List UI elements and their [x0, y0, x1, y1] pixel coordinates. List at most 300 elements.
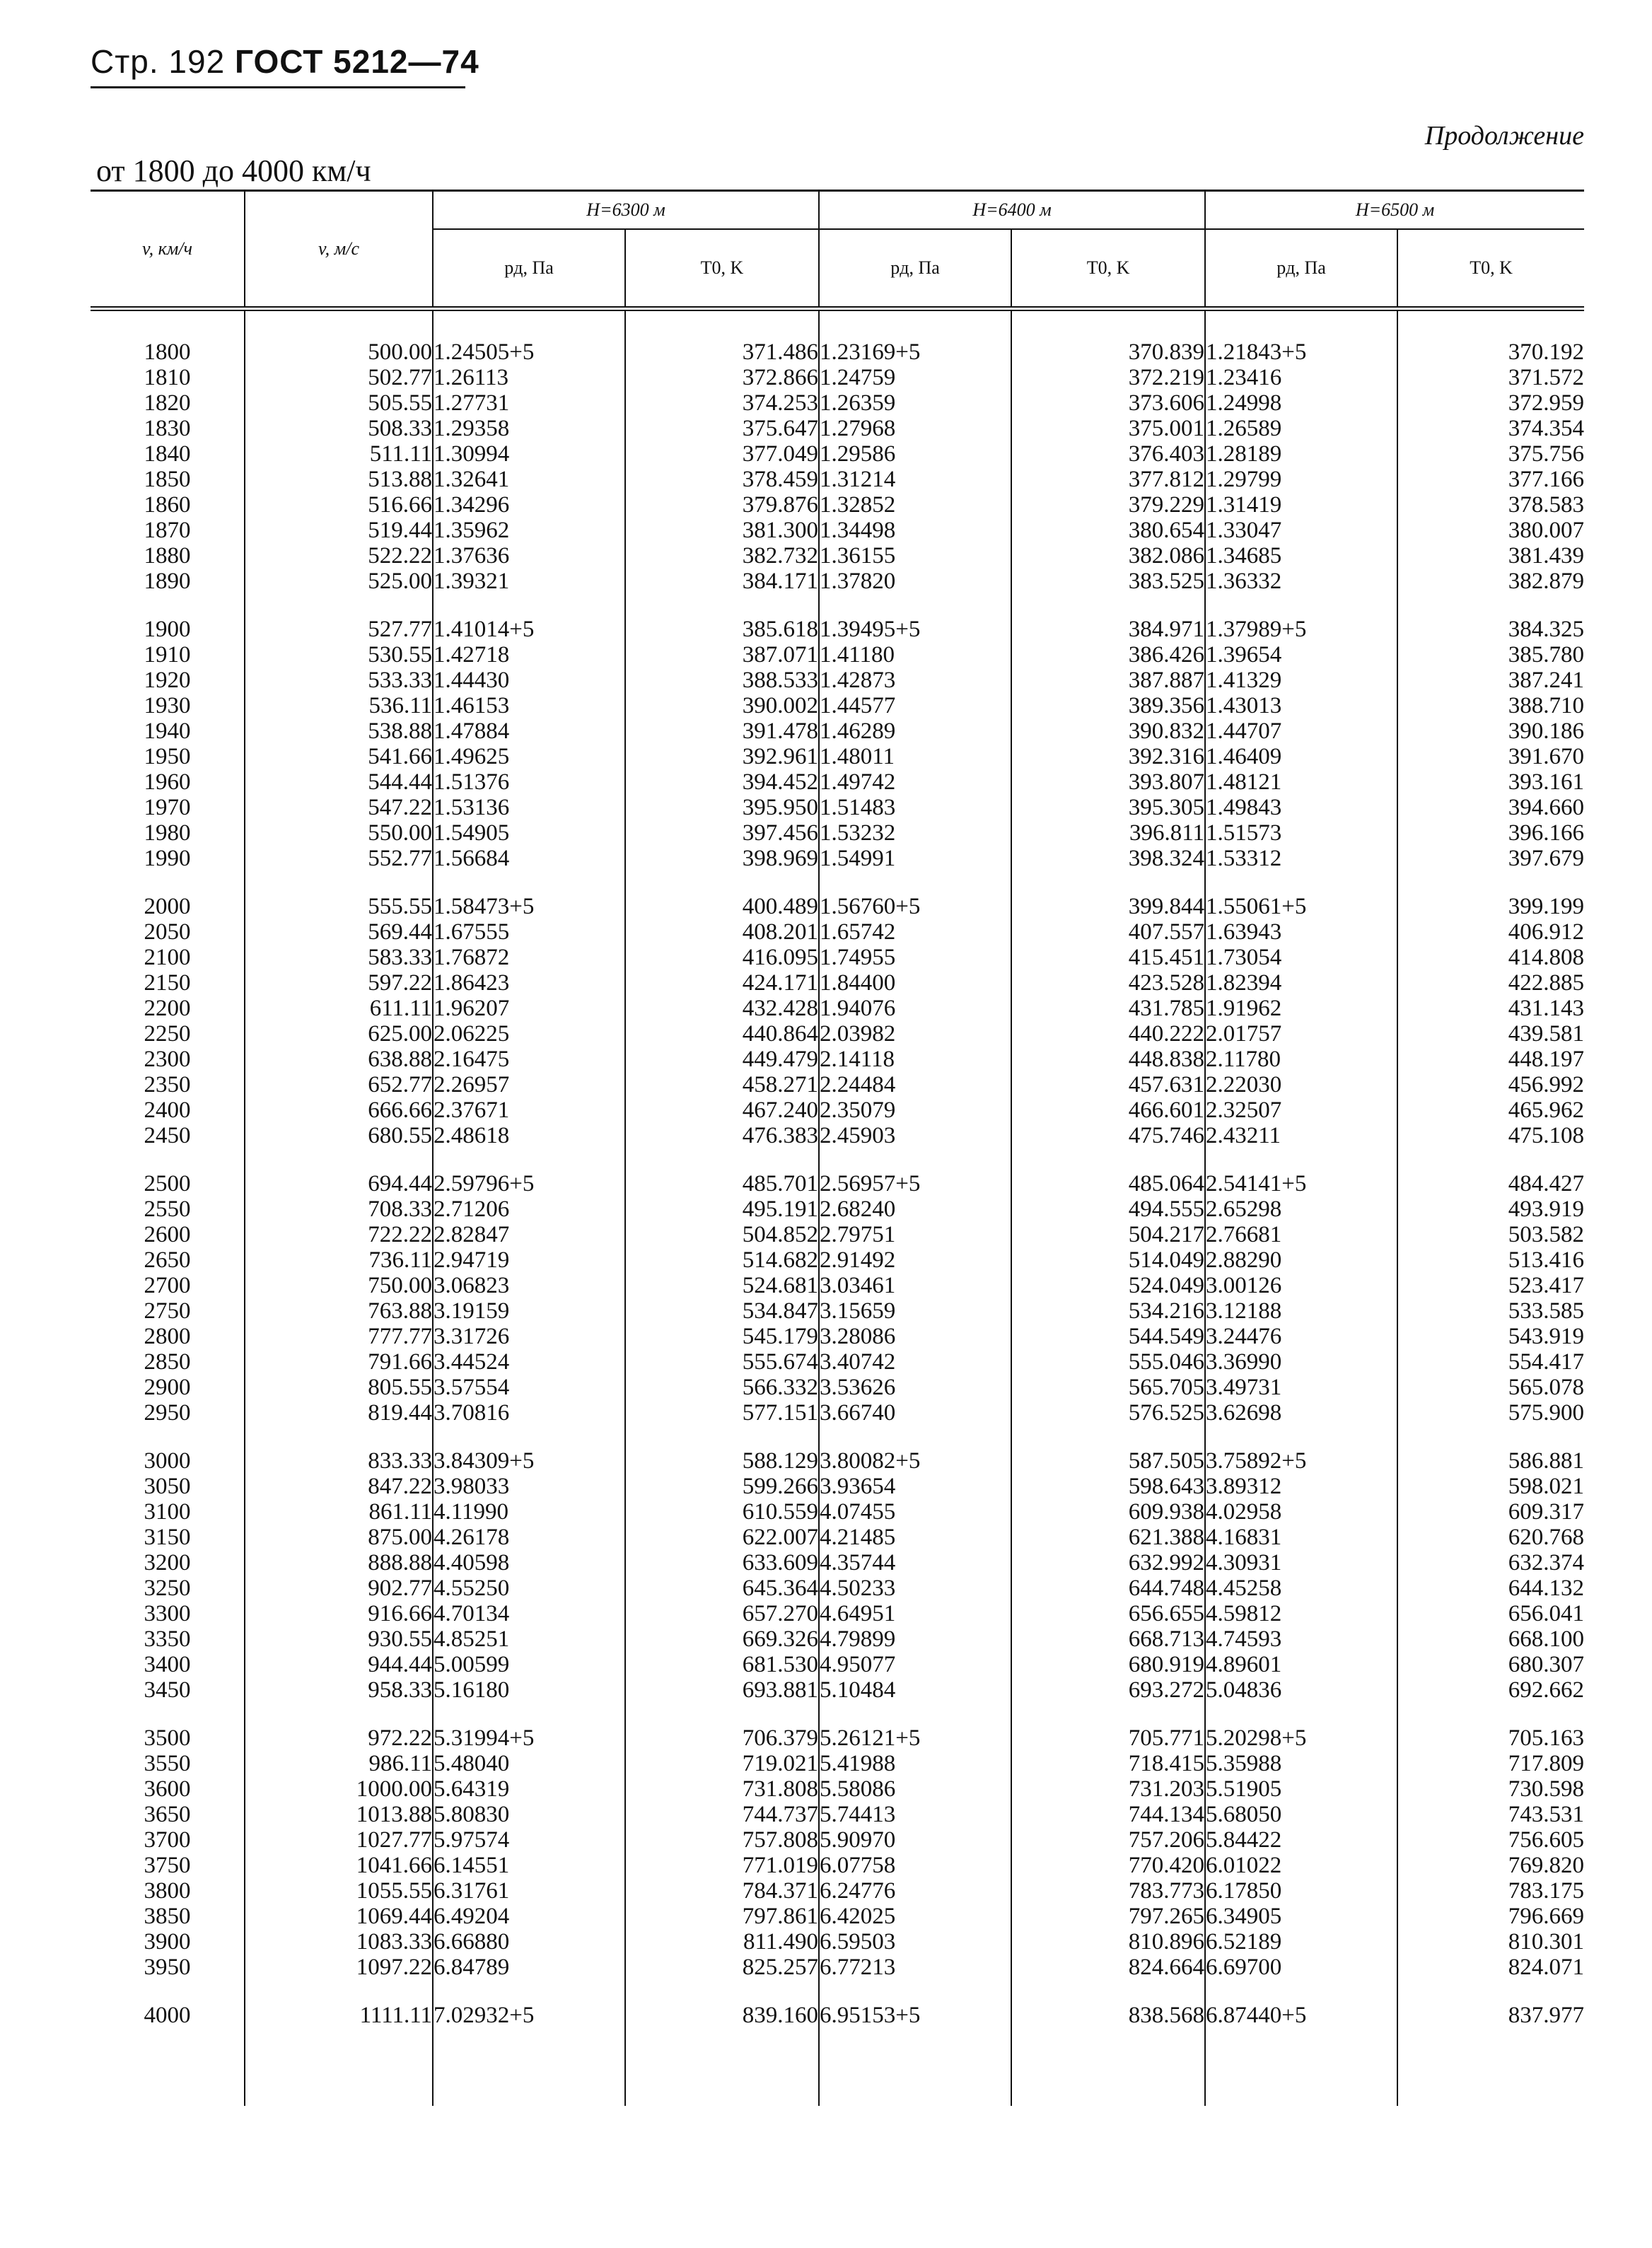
- cell-v-ms: 538.88: [368, 718, 432, 744]
- cell-pd-6400: 1.54991: [820, 846, 896, 871]
- cell-t0-6300: 385.618: [742, 617, 819, 642]
- cell-t0-6400: 504.217: [1128, 1222, 1205, 1247]
- cell-t0-6500: 414.808: [1508, 945, 1585, 970]
- cell-v-ms: 547.22: [368, 795, 432, 820]
- cell-pd-6500: 2.11780: [1206, 1047, 1281, 1072]
- cell-v-kmh: 1950: [144, 744, 191, 769]
- cell-pd-6500: 1.28189: [1206, 441, 1282, 467]
- cell-pd-6300: 6.31761: [434, 1878, 510, 1904]
- cell-pd-6300: 2.59796+5: [434, 1171, 535, 1196]
- cell-pd-6500: 1.24998: [1206, 390, 1282, 416]
- cell-v-kmh: 1940: [144, 718, 191, 744]
- cell-pd-6300: 4.26178: [434, 1525, 510, 1550]
- cell-pd-6400: 4.95077: [820, 1652, 896, 1677]
- col-header-t0: T0, K: [1397, 229, 1584, 309]
- cell-pd-6300: 2.94719: [434, 1247, 510, 1273]
- cell-t0-6400: 621.388: [1128, 1525, 1205, 1550]
- cell-t0-6300: 610.559: [742, 1499, 819, 1525]
- cell-pd-6300: 1.76872: [434, 945, 510, 970]
- cell-t0-6500: 493.919: [1508, 1196, 1585, 1222]
- cell-v-ms: 875.00: [368, 1525, 432, 1550]
- cell-pd-6300-column: [433, 1426, 625, 1703]
- cell-t0-6300: 811.490: [743, 1929, 819, 1955]
- cell-pd-6400: 3.15659: [820, 1298, 896, 1324]
- cell-pd-6500: 1.33047: [1206, 518, 1282, 543]
- cell-pd-6400: 5.90970: [820, 1827, 896, 1853]
- cell-v-ms: 1055.55: [356, 1878, 432, 1904]
- col-header-h6500: H=6500 м: [1205, 191, 1584, 230]
- cell-t0-6400: 744.134: [1128, 1802, 1205, 1827]
- cell-t0-6400: 534.216: [1128, 1298, 1205, 1324]
- cell-v-ms: 944.44: [368, 1652, 432, 1677]
- cell-pd-6500: 1.91962: [1206, 996, 1282, 1021]
- cell-t0-6500-column: [1397, 1980, 1584, 2106]
- cell-v-kmh: 4000: [144, 2003, 191, 2028]
- cell-t0-6400: 475.746: [1128, 1123, 1205, 1148]
- cell-t0-6300: 657.270: [742, 1601, 819, 1626]
- cell-v-ms: 522.22: [368, 543, 432, 569]
- table-row-group: [91, 1703, 1584, 1980]
- cell-pd-6500-column: [1205, 309, 1397, 595]
- cell-pd-6300: 4.55250: [434, 1576, 510, 1601]
- cell-v-kmh: 2000: [144, 894, 191, 919]
- cell-pd-6400: 6.59503: [820, 1929, 896, 1955]
- cell-v-ms: 500.00: [368, 339, 432, 365]
- col-header-t0: T0, K: [625, 229, 819, 309]
- cell-t0-6400: 384.971: [1128, 617, 1205, 642]
- cell-t0-6400-column: [1011, 1703, 1205, 1980]
- cell-v-ms: 1027.77: [356, 1827, 432, 1853]
- cell-v-kmh: 1890: [144, 569, 191, 594]
- cell-t0-6500: 378.583: [1508, 492, 1585, 518]
- cell-pd-6500: 5.84422: [1206, 1827, 1282, 1853]
- cell-pd-6500: 1.55061+5: [1206, 894, 1307, 919]
- cell-pd-6400: 4.21485: [820, 1525, 896, 1550]
- cell-v-kmh: 3150: [144, 1525, 191, 1550]
- cell-v-kmh: 3600: [144, 1776, 191, 1802]
- continuation-label: Продолжение: [1424, 121, 1584, 151]
- cell-pd-6400: 2.45903: [820, 1123, 896, 1148]
- cell-pd-6500: 1.26589: [1206, 416, 1282, 441]
- cell-t0-6300: 400.489: [742, 894, 819, 919]
- cell-t0-6500: 503.582: [1508, 1222, 1585, 1247]
- cell-t0-6500: 382.879: [1508, 569, 1585, 594]
- cell-v-kmh: 3400: [144, 1652, 191, 1677]
- table-header: [91, 191, 1584, 309]
- cell-t0-6300-column: [625, 1703, 819, 1980]
- cell-t0-6300: 382.732: [742, 543, 819, 569]
- cell-pd-6400: 2.03982: [820, 1021, 896, 1047]
- cell-v-ms: 597.22: [368, 970, 432, 996]
- cell-pd-6500: 3.62698: [1206, 1400, 1282, 1426]
- cell-pd-6300: 2.06225: [434, 1021, 510, 1047]
- cell-v-kmh: 3550: [144, 1751, 191, 1776]
- cell-t0-6500: 533.585: [1508, 1298, 1585, 1324]
- cell-pd-6400: 3.40742: [820, 1349, 896, 1375]
- cell-pd-6300: 1.44430: [434, 668, 510, 693]
- cell-pd-6300: 2.71206: [434, 1196, 510, 1222]
- cell-pd-6400: 6.24776: [820, 1878, 896, 1904]
- cell-t0-6500: 620.768: [1508, 1525, 1585, 1550]
- cell-t0-6400: 668.713: [1128, 1626, 1205, 1652]
- cell-v-kmh: 2200: [144, 996, 191, 1021]
- cell-v-ms: 1013.88: [356, 1802, 432, 1827]
- cell-t0-6400: 380.654: [1128, 518, 1205, 543]
- cell-pd-6500: 2.65298: [1206, 1196, 1282, 1222]
- cell-t0-6500: 598.021: [1508, 1474, 1585, 1499]
- cell-v-kmh: 1860: [144, 492, 191, 518]
- cell-t0-6300: 398.969: [742, 846, 819, 871]
- cell-t0-6500: 406.912: [1508, 919, 1585, 945]
- cell-v-kmh: 2100: [144, 945, 191, 970]
- cell-t0-6300: 372.866: [742, 365, 819, 390]
- table-row-group: [91, 1148, 1584, 1426]
- cell-pd-6300: 1.58473+5: [434, 894, 535, 919]
- cell-t0-6400: 609.938: [1128, 1499, 1205, 1525]
- cell-t0-6300: 395.950: [742, 795, 819, 820]
- cell-t0-6300: 371.486: [742, 339, 819, 365]
- cell-v-kmh-column: [91, 1703, 245, 1980]
- cell-v-kmh: 3350: [144, 1626, 191, 1652]
- cell-pd-6500: 2.01757: [1206, 1021, 1282, 1047]
- cell-t0-6400: 644.748: [1128, 1576, 1205, 1601]
- cell-t0-6500: 656.041: [1508, 1601, 1585, 1626]
- cell-t0-6500-column: [1397, 871, 1584, 1148]
- cell-v-kmh-column: [91, 309, 245, 595]
- cell-pd-6400: 6.95153+5: [820, 2003, 921, 2028]
- cell-t0-6500: 565.078: [1508, 1375, 1585, 1400]
- cell-v-kmh: 3650: [144, 1802, 191, 1827]
- cell-v-ms: 1069.44: [356, 1904, 432, 1929]
- cell-pd-6500-column: [1205, 594, 1397, 871]
- cell-t0-6500: 465.962: [1508, 1097, 1585, 1123]
- cell-t0-6400: 731.203: [1128, 1776, 1205, 1802]
- cell-t0-6500: 422.885: [1508, 970, 1585, 996]
- cell-t0-6400: 810.896: [1128, 1929, 1205, 1955]
- cell-pd-6400: 6.42025: [820, 1904, 896, 1929]
- cell-v-ms-column: [245, 1426, 433, 1703]
- cell-t0-6500-column: [1397, 309, 1584, 595]
- cell-t0-6300: 504.852: [742, 1222, 819, 1247]
- cell-t0-6500: 692.662: [1508, 1677, 1585, 1703]
- cell-pd-6400: 5.10484: [820, 1677, 896, 1703]
- cell-pd-6400: 1.36155: [820, 543, 896, 569]
- cell-t0-6400: 395.305: [1128, 795, 1205, 820]
- cell-pd-6500: 2.88290: [1206, 1247, 1282, 1273]
- cell-v-kmh: 1960: [144, 769, 191, 795]
- cell-t0-6500: 370.192: [1508, 339, 1585, 365]
- cell-pd-6500: 4.02958: [1206, 1499, 1282, 1525]
- cell-t0-6400: 656.655: [1128, 1601, 1205, 1626]
- cell-v-ms: 847.22: [368, 1474, 432, 1499]
- cell-t0-6300: 495.191: [742, 1196, 819, 1222]
- cell-t0-6400: 485.064: [1128, 1171, 1205, 1196]
- cell-pd-6400: 4.79899: [820, 1626, 896, 1652]
- cell-pd-6300: 1.47884: [434, 718, 510, 744]
- cell-v-kmh: 3800: [144, 1878, 191, 1904]
- cell-t0-6500: 484.427: [1508, 1171, 1585, 1196]
- cell-pd-6400: 1.34498: [820, 518, 896, 543]
- cell-pd-6500: 1.34685: [1206, 543, 1282, 569]
- cell-t0-6500: 796.669: [1508, 1904, 1585, 1929]
- cell-pd-6500: 1.29799: [1206, 467, 1282, 492]
- cell-t0-6500: 730.598: [1508, 1776, 1585, 1802]
- cell-pd-6300: 6.66880: [434, 1929, 510, 1955]
- cell-v-ms: 722.22: [368, 1222, 432, 1247]
- cell-t0-6300: 390.002: [742, 693, 819, 718]
- cell-v-ms: 519.44: [368, 518, 432, 543]
- cell-pd-6500: 5.51905: [1206, 1776, 1282, 1802]
- cell-pd-6500: 6.87440+5: [1206, 2003, 1307, 2028]
- cell-pd-6300: 1.24505+5: [434, 339, 535, 365]
- cell-v-ms: 986.11: [368, 1751, 432, 1776]
- cell-t0-6300: 397.456: [742, 820, 819, 846]
- cell-v-ms: 533.33: [368, 668, 432, 693]
- cell-pd-6300: 2.82847: [434, 1222, 510, 1247]
- cell-v-kmh: 2400: [144, 1097, 191, 1123]
- cell-v-ms: 666.66: [368, 1097, 432, 1123]
- cell-v-ms: 958.33: [368, 1677, 432, 1703]
- cell-v-ms: 508.33: [368, 416, 432, 441]
- cell-pd-6300: 1.42718: [434, 642, 510, 668]
- page-header: [91, 42, 479, 81]
- cell-t0-6400: 797.265: [1128, 1904, 1205, 1929]
- cell-pd-6300: 1.35962: [434, 518, 510, 543]
- col-header-pd: pд, Па: [1205, 229, 1397, 309]
- cell-t0-6300: 681.530: [742, 1652, 819, 1677]
- cell-pd-6400: 4.07455: [820, 1499, 896, 1525]
- cell-t0-6400: 379.229: [1128, 492, 1205, 518]
- cell-t0-6300: 408.201: [742, 919, 819, 945]
- cell-pd-6400: 1.29586: [820, 441, 896, 467]
- cell-pd-6400-column: [819, 309, 1011, 595]
- cell-pd-6400: 4.35744: [820, 1550, 896, 1576]
- cell-t0-6500: 372.959: [1508, 390, 1585, 416]
- cell-pd-6500: 1.51573: [1206, 820, 1282, 846]
- cell-t0-6400-column: [1011, 1148, 1205, 1426]
- table-row-group: [91, 1426, 1584, 1703]
- cell-t0-6300: 458.271: [742, 1072, 819, 1097]
- cell-pd-6500: 4.74593: [1206, 1626, 1282, 1652]
- cell-t0-6500: 475.108: [1508, 1123, 1585, 1148]
- cell-pd-6300: 2.16475: [434, 1047, 510, 1072]
- cell-pd-6500: 5.35988: [1206, 1751, 1282, 1776]
- cell-t0-6400: 494.555: [1128, 1196, 1205, 1222]
- cell-t0-6300: 378.459: [742, 467, 819, 492]
- cell-v-ms: 750.00: [368, 1273, 432, 1298]
- cell-pd-6400: 1.41180: [820, 642, 895, 668]
- cell-pd-6400: 1.27968: [820, 416, 896, 441]
- cell-t0-6400: 440.222: [1128, 1021, 1205, 1047]
- cell-v-kmh: 2650: [144, 1247, 191, 1273]
- cell-t0-6400: 396.811: [1129, 820, 1205, 846]
- cell-v-kmh: 1810: [144, 365, 191, 390]
- cell-t0-6400: 757.206: [1128, 1827, 1205, 1853]
- cell-pd-6500: 6.52189: [1206, 1929, 1282, 1955]
- cell-v-ms: 541.66: [368, 744, 432, 769]
- cell-pd-6500-column: [1205, 1426, 1397, 1703]
- cell-v-kmh: 1870: [144, 518, 191, 543]
- cell-v-kmh: 1910: [144, 642, 191, 668]
- cell-t0-6400: 372.219: [1128, 365, 1205, 390]
- cell-t0-6500: 381.439: [1508, 543, 1585, 569]
- cell-pd-6400: 4.50233: [820, 1576, 896, 1601]
- cell-pd-6500: 5.20298+5: [1206, 1725, 1307, 1751]
- cell-pd-6500: 4.30931: [1206, 1550, 1282, 1576]
- cell-t0-6300: 825.257: [742, 1955, 819, 1980]
- cell-t0-6300: 706.379: [742, 1725, 819, 1751]
- cell-t0-6300: 379.876: [742, 492, 819, 518]
- cell-v-ms: 583.33: [368, 945, 432, 970]
- cell-pd-6500: 1.37989+5: [1206, 617, 1307, 642]
- cell-pd-6300-column: [433, 594, 625, 871]
- cell-t0-6500: 375.756: [1508, 441, 1585, 467]
- cell-t0-6400: 399.844: [1128, 894, 1205, 919]
- cell-t0-6300: 476.383: [742, 1123, 819, 1148]
- cell-v-kmh: 2850: [144, 1349, 191, 1375]
- cell-t0-6300: 599.266: [742, 1474, 819, 1499]
- cell-t0-6400: 376.403: [1128, 441, 1205, 467]
- cell-v-kmh: 2250: [144, 1021, 191, 1047]
- cell-t0-6400: 375.001: [1128, 416, 1205, 441]
- cell-v-kmh: 2350: [144, 1072, 191, 1097]
- cell-v-kmh: 1930: [144, 693, 191, 718]
- cell-t0-6300: 416.095: [742, 945, 819, 970]
- cell-pd-6500: 1.63943: [1206, 919, 1282, 945]
- cell-t0-6500: 543.919: [1508, 1324, 1585, 1349]
- cell-pd-6500: 1.31419: [1206, 492, 1282, 518]
- cell-pd-6400: 5.41988: [820, 1751, 896, 1776]
- cell-pd-6400: 1.53232: [820, 820, 896, 846]
- cell-pd-6400: 1.49742: [820, 769, 896, 795]
- cell-v-kmh: 3950: [144, 1955, 191, 1980]
- cell-t0-6500: 824.071: [1508, 1955, 1585, 1980]
- cell-v-ms: 530.55: [368, 642, 432, 668]
- cell-v-kmh: 2900: [144, 1375, 191, 1400]
- col-header-v-kmh: v, км/ч: [91, 191, 245, 309]
- cell-pd-6300: 3.57554: [434, 1375, 510, 1400]
- cell-pd-6500-column: [1205, 1980, 1397, 2106]
- cell-pd-6400: 3.03461: [820, 1273, 896, 1298]
- cell-v-ms: 972.22: [368, 1725, 432, 1751]
- cell-pd-6300: 1.86423: [434, 970, 510, 996]
- cell-t0-6500: 439.581: [1508, 1021, 1585, 1047]
- cell-t0-6300: 432.428: [742, 996, 819, 1021]
- cell-t0-6500: 783.175: [1508, 1878, 1585, 1904]
- cell-t0-6500: 523.417: [1508, 1273, 1585, 1298]
- cell-pd-6500: 1.49843: [1206, 795, 1282, 820]
- cell-pd-6300: 4.11990: [434, 1499, 509, 1525]
- cell-t0-6500: 385.780: [1508, 642, 1585, 668]
- cell-t0-6400: 598.643: [1128, 1474, 1205, 1499]
- cell-v-ms-column: [245, 594, 433, 871]
- cell-v-kmh: 3250: [144, 1576, 191, 1601]
- cell-t0-6500: 668.100: [1508, 1626, 1585, 1652]
- cell-pd-6300: 1.27731: [434, 390, 510, 416]
- cell-t0-6500: 374.354: [1508, 416, 1585, 441]
- cell-t0-6400: 382.086: [1128, 543, 1205, 569]
- cell-v-kmh: 1900: [144, 617, 191, 642]
- cell-t0-6500: 717.809: [1508, 1751, 1585, 1776]
- cell-v-kmh: 1880: [144, 543, 191, 569]
- cell-t0-6400: 423.528: [1128, 970, 1205, 996]
- cell-t0-6300-column: [625, 1426, 819, 1703]
- cell-v-kmh: 1920: [144, 668, 191, 693]
- cell-pd-6500: 1.53312: [1206, 846, 1282, 871]
- cell-t0-6500: 756.605: [1508, 1827, 1585, 1853]
- cell-t0-6400: 415.451: [1128, 945, 1205, 970]
- cell-v-kmh: 1820: [144, 390, 191, 416]
- cell-v-kmh: 3000: [144, 1448, 191, 1474]
- cell-t0-6400: 389.356: [1128, 693, 1205, 718]
- table-row-group: [91, 871, 1584, 1148]
- cell-t0-6500: 456.992: [1508, 1072, 1585, 1097]
- cell-v-ms: 552.77: [368, 846, 432, 871]
- cell-t0-6300: 669.326: [742, 1626, 819, 1652]
- cell-v-ms: 861.11: [368, 1499, 432, 1525]
- cell-pd-6300: 1.49625: [434, 744, 510, 769]
- cell-pd-6400: 2.14118: [820, 1047, 895, 1072]
- cell-pd-6500: 4.59812: [1206, 1601, 1282, 1626]
- cell-v-ms: 527.77: [368, 617, 432, 642]
- cell-pd-6500: 1.23416: [1206, 365, 1282, 390]
- cell-t0-6500: 575.900: [1508, 1400, 1585, 1426]
- cell-pd-6300: 1.56684: [434, 846, 510, 871]
- cell-t0-6500-column: [1397, 1703, 1584, 1980]
- cell-t0-6300: 797.861: [742, 1904, 819, 1929]
- cell-v-ms: 505.55: [368, 390, 432, 416]
- cell-v-ms: 1041.66: [356, 1853, 432, 1878]
- cell-t0-6300: 394.452: [742, 769, 819, 795]
- cell-pd-6300: 2.48618: [434, 1123, 510, 1148]
- cell-t0-6400: 387.887: [1128, 668, 1205, 693]
- cell-t0-6300: 555.674: [742, 1349, 819, 1375]
- cell-t0-6500: 380.007: [1508, 518, 1585, 543]
- cell-t0-6500: 609.317: [1508, 1499, 1585, 1525]
- cell-pd-6300: 7.02932+5: [434, 2003, 535, 2028]
- cell-pd-6300: 5.64319: [434, 1776, 510, 1802]
- cell-v-ms: 544.44: [368, 769, 432, 795]
- cell-v-kmh: 3200: [144, 1550, 191, 1576]
- cell-v-ms: 611.11: [369, 996, 432, 1021]
- cell-v-kmh: 3100: [144, 1499, 191, 1525]
- cell-t0-6400-column: [1011, 594, 1205, 871]
- cell-t0-6400: 407.557: [1128, 919, 1205, 945]
- cell-t0-6400: 448.838: [1128, 1047, 1205, 1072]
- cell-pd-6400: 3.28086: [820, 1324, 896, 1349]
- cell-v-kmh: 2300: [144, 1047, 191, 1072]
- cell-t0-6300: 374.253: [742, 390, 819, 416]
- cell-pd-6300: 6.84789: [434, 1955, 510, 1980]
- cell-v-ms: 1111.11: [359, 2003, 432, 2028]
- cell-pd-6400: 1.51483: [820, 795, 896, 820]
- cell-pd-6500: 3.00126: [1206, 1273, 1282, 1298]
- cell-v-kmh: 2500: [144, 1171, 191, 1196]
- cell-pd-6500: 1.48121: [1206, 769, 1282, 795]
- cell-pd-6500-column: [1205, 871, 1397, 1148]
- cell-pd-6500: 1.21843+5: [1206, 339, 1307, 365]
- cell-v-kmh: 2150: [144, 970, 191, 996]
- cell-pd-6500: 6.01022: [1206, 1853, 1282, 1878]
- cell-pd-6300: 1.96207: [434, 996, 510, 1021]
- cell-pd-6300: 5.80830: [434, 1802, 510, 1827]
- cell-v-kmh: 3700: [144, 1827, 191, 1853]
- cell-t0-6300: 387.071: [742, 642, 819, 668]
- cell-pd-6500: 4.45258: [1206, 1576, 1282, 1601]
- cell-pd-6300: 4.70134: [434, 1601, 510, 1626]
- cell-v-ms-column: [245, 1703, 433, 1980]
- cell-t0-6300: 757.808: [742, 1827, 819, 1853]
